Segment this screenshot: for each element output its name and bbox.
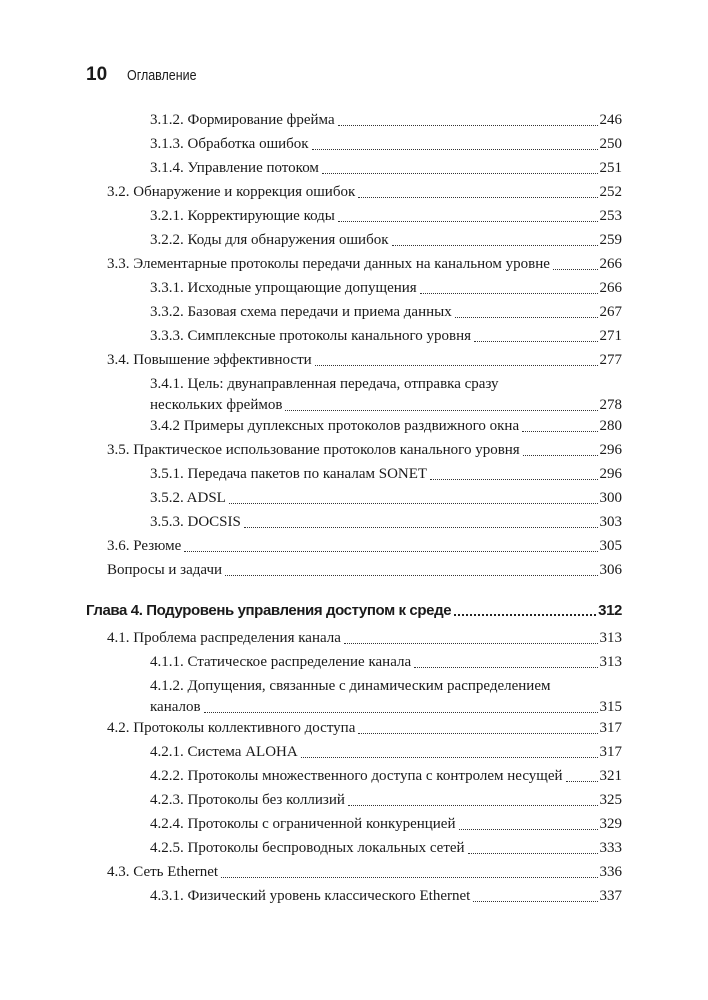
toc-entry [150,326,622,347]
toc-entry [107,536,622,557]
dot-leader [348,804,598,806]
dot-leader [344,642,598,644]
dot-leader [474,340,597,342]
toc-entry [150,766,622,787]
toc-entry-title: 4.1.1. Статическое распределение канала [150,654,412,670]
toc-entry [150,206,622,227]
page-number: 10 [86,64,108,85]
toc-entry [150,512,622,533]
toc-page-number: 250 [599,136,622,152]
dot-leader [338,124,598,126]
toc-entry [150,652,622,673]
toc-entry-title: 3.6. Резюме [107,538,182,554]
toc-entry-title: Вопросы и задачи [107,562,223,578]
toc-page-number: 253 [599,208,622,224]
toc-page-number: 296 [599,466,622,482]
toc-page-number: 336 [599,864,622,880]
dot-leader [430,478,597,480]
toc-page-number: 246 [599,112,622,128]
toc-page-number: 317 [599,744,622,760]
toc-entry-title: 3.2. Обнаружение и коррекция ошибок [107,184,356,200]
toc-entry [107,560,622,581]
toc-entry-title: Глава 4. Подуровень управления доступом к среде [86,602,452,619]
toc-page-number: 266 [599,280,622,296]
toc-entry-title: 4.2.5. Протоколы беспроводных локальных сетей [150,840,465,856]
dot-leader [358,196,597,198]
toc-entry-title: 4.3. Сеть Ethernet [107,864,219,880]
toc-page-number: 278 [599,397,622,413]
toc-page-number: 300 [599,490,622,506]
dot-leader [184,550,597,552]
toc-page-number: 315 [599,699,622,715]
toc-entry [107,718,622,739]
toc-page-number: 280 [599,418,622,434]
toc-entry [150,302,622,323]
dot-leader [455,316,598,318]
toc-page-number: 259 [599,232,622,248]
dot-leader [229,502,598,504]
toc-entry-title: 3.1.3. Обработка ошибок [150,136,309,152]
toc-entry-title: 3.3. Элементарные протоколы передачи данных на канальном уровне [107,256,550,272]
toc-page-number: 313 [599,654,622,670]
dot-leader [454,613,596,616]
dot-leader [468,852,598,854]
dot-leader [566,780,598,782]
dot-leader [420,292,598,294]
toc-entry [150,742,622,763]
toc-entry-title: 4.2.4. Протоколы с ограниченной конкуренцией [150,816,456,832]
toc-entry-title: 3.5. Практическое использование протоколов канального уровня [107,442,520,458]
dot-leader [553,268,598,270]
toc-entry-title: 3.2.1. Корректирующие коды [150,208,335,224]
toc-entry [150,886,622,907]
toc-entry [150,134,622,155]
toc-entry [107,254,622,275]
toc-entry-title: 3.4.2 Примеры дуплексных протоколов раздвижного окна [150,418,520,434]
toc-page-number: 317 [599,720,622,736]
toc-entry [150,488,622,509]
toc-entry [107,628,622,649]
dot-leader [338,220,598,222]
toc-entry-title: 4.2.3. Протоколы без коллизий [150,792,345,808]
toc-page-number: 337 [599,888,622,904]
toc-page-number: 296 [599,442,622,458]
toc-entry-title: 3.3.2. Базовая схема передачи и приема данных [150,304,452,320]
toc-entry-title: 4.2.2. Протоколы множественного доступа с контролем несущей [150,768,563,784]
toc-page-number: 267 [599,304,622,320]
dot-leader [392,244,598,246]
dot-leader [221,876,597,878]
toc-entry [150,278,622,299]
toc-entry-title: каналов [150,699,201,715]
toc-page-number: 303 [599,514,622,530]
toc-page-number: 277 [599,352,622,368]
dot-leader [312,148,598,150]
dot-leader [244,526,598,528]
toc-entry-title: 3.2.2. Коды для обнаружения ошибок [150,232,389,248]
toc-page-number: 252 [599,184,622,200]
dot-leader [322,172,598,174]
toc-entry-title: 4.3.1. Физический уровень классического Ethernet [150,888,471,904]
dot-leader [358,732,597,734]
toc-page-number: 305 [599,538,622,554]
dot-leader [473,900,597,902]
toc-entry-title: 3.1.2. Формирование фрейма [150,112,335,128]
toc-entry-title: 3.4. Повышение эффективности [107,352,312,368]
toc-entry-title: 4.2.1. Система ALOHA [150,744,298,760]
dot-leader [459,828,598,830]
toc-entry [150,464,622,485]
dot-leader [285,409,597,411]
toc-entry [107,862,622,883]
toc-entry [150,416,622,437]
toc-page-number: 312 [598,602,622,619]
toc-entry-title: 3.3.3. Симплексные протоколы канального уровня [150,328,472,344]
toc-page-number: 321 [599,768,622,784]
toc-chapter-entry [86,600,622,621]
toc-entry [150,814,622,835]
toc-page-number: 266 [599,256,622,272]
dot-leader [523,454,598,456]
toc-page-number: 271 [599,328,622,344]
toc-entry [150,158,622,179]
toc-entry [150,110,622,131]
toc-entry-title: 4.1.2. Допущения, связанные с динамическим распределением [150,678,551,694]
toc-entry [107,182,622,203]
toc-entry-title: 3.1.4. Управление потоком [150,160,319,176]
toc-entry-title: 3.4.1. Цель: двунаправленная передача, отправка сразу [150,376,499,392]
dot-leader [225,574,597,576]
toc-page-number: 325 [599,792,622,808]
toc-entry [150,374,622,416]
toc-entry-title: 3.5.3. DOCSIS [150,514,241,530]
toc-entry-title: 4.2. Протоколы коллективного доступа [107,720,356,736]
toc-entry [107,350,622,371]
toc-page-number: 306 [599,562,622,578]
dot-leader [315,364,598,366]
dot-leader [414,666,597,668]
toc-entry-title: 3.5.2. ADSL [150,490,226,506]
toc-page-number: 329 [599,816,622,832]
toc-entry [107,440,622,461]
running-header-title: Оглавление [127,68,197,84]
toc-entry [150,230,622,251]
toc-entry-title: 4.1. Проблема распределения канала [107,630,341,646]
toc-entry-title: нескольких фреймов [150,397,283,413]
toc-entry-title: 3.5.1. Передача пакетов по каналам SONET [150,466,428,482]
toc-entry [150,676,622,718]
toc-entry [150,790,622,811]
dot-leader [301,756,598,758]
toc-entry [150,838,622,859]
dot-leader [522,430,597,432]
toc-entry-title: 3.3.1. Исходные упрощающие допущения [150,280,417,296]
dot-leader [204,711,598,713]
toc-page-number: 251 [599,160,622,176]
toc-page-number: 313 [599,630,622,646]
toc-page-number: 333 [599,840,622,856]
